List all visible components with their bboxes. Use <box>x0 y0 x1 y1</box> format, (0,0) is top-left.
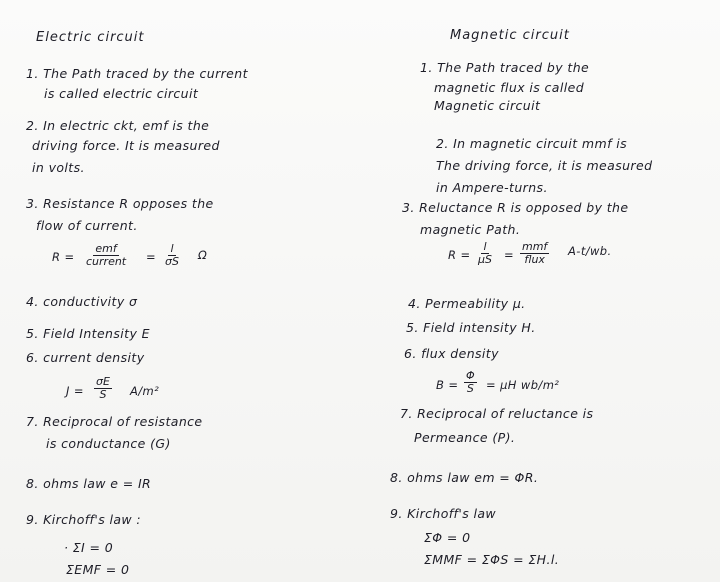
magnetic-item-1-line-3: Magnetic circuit <box>434 98 541 113</box>
reluctance-fraction-mmf-flux <box>520 241 549 266</box>
electric-item-8-ohms-law: 8. ohms law e = IR <box>26 476 152 491</box>
fraction-denominator: S <box>466 382 474 395</box>
magnetic-circuit-heading: Magnetic circuit <box>450 28 570 43</box>
reluctance-formula-equals: = <box>504 248 515 262</box>
magnetic-item-9-kirchoff: 9. Kirchoff's law <box>390 506 497 521</box>
electric-item-3-line-2: flow of current. <box>36 218 138 233</box>
magnetic-item-1-line-1: 1. The Path traced by the <box>420 60 590 75</box>
fraction-numerator: emf <box>95 242 117 255</box>
magnetic-item-8-ohms-law: 8. ohms law em = ΦR. <box>390 470 539 485</box>
ohm-unit: Ω <box>198 248 208 262</box>
kirchoff-current-law: · ΣI = 0 <box>64 540 114 555</box>
electric-item-1-line-1: 1. The Path traced by the current <box>26 66 248 81</box>
flux-density-lhs: B = <box>436 378 459 392</box>
reluctance-formula-lhs: R = <box>448 248 471 262</box>
current-density-fraction <box>94 376 112 401</box>
magnetic-item-1-line-2: magnetic flux is called <box>434 80 585 95</box>
electric-item-7-line-2: is conductance (G) <box>46 436 171 451</box>
electric-item-2-line-3: in volts. <box>32 160 85 175</box>
fraction-numerator: σE <box>96 375 110 388</box>
kirchoff-voltage-law: ΣEMF = 0 <box>66 562 130 577</box>
electric-item-7-line-1: 7. Reciprocal of resistance <box>26 414 203 429</box>
magnetic-item-7-line-2: Permeance (P). <box>414 430 516 445</box>
fraction-numerator: Φ <box>466 369 475 382</box>
electric-item-3-line-1: 3. Resistance R opposes the <box>26 196 214 211</box>
fraction-denominator: σS <box>165 255 179 268</box>
electric-item-6: 6. current density <box>26 350 145 365</box>
fraction-numerator: mmf <box>522 240 548 253</box>
ampere-turn-per-weber-unit: A-t/wb. <box>568 244 612 258</box>
electric-item-4: 4. conductivity σ <box>26 294 138 309</box>
electric-item-1-line-2: is called electric circuit <box>44 86 199 101</box>
magnetic-item-2-line-3: in Ampere-turns. <box>436 180 548 195</box>
magnetic-item-5: 5. Field intensity H. <box>406 320 536 335</box>
resistance-formula-lhs: R = <box>52 250 75 264</box>
electric-item-9-kirchoff: 9. Kirchoff's law : <box>26 512 142 527</box>
resistance-fraction-l-sigma-s <box>163 243 181 268</box>
electric-item-2-line-1: 2. In electric ckt, emf is the <box>26 118 210 133</box>
flux-density-fraction <box>464 370 477 395</box>
kirchoff-mmf-law: ΣMMF = ΣΦS = ΣH.l. <box>424 552 560 567</box>
electric-circuit-heading: Electric circuit <box>36 30 145 45</box>
fraction-denominator: μS <box>478 253 492 266</box>
flux-density-rest: = μH wb/m² <box>486 378 560 392</box>
fraction-denominator: S <box>99 388 107 401</box>
current-density-lhs: J = <box>66 384 84 398</box>
magnetic-item-2-line-1: 2. In magnetic circuit mmf is <box>436 136 628 151</box>
resistance-formula-equals: = <box>146 250 157 264</box>
current-density-unit: A/m² <box>130 384 160 398</box>
fraction-numerator: l <box>483 240 487 253</box>
resistance-fraction-emf-current <box>84 243 128 268</box>
kirchoff-flux-law: ΣΦ = 0 <box>424 530 471 545</box>
fraction-denominator: current <box>86 255 127 268</box>
electric-item-2-line-2: driving force. It is measured <box>32 138 220 153</box>
magnetic-item-4: 4. Permeability μ. <box>408 296 526 311</box>
fraction-denominator: flux <box>524 253 545 266</box>
magnetic-item-7-line-1: 7. Reciprocal of reluctance is <box>400 406 594 421</box>
reluctance-fraction-l-mu-s <box>476 241 494 266</box>
magnetic-item-6: 6. flux density <box>404 346 499 361</box>
magnetic-item-2-line-2: The driving force, it is measured <box>436 158 653 173</box>
magnetic-item-3-line-2: magnetic Path. <box>420 222 521 237</box>
fraction-numerator: l <box>170 242 174 255</box>
electric-item-5: 5. Field Intensity E <box>26 326 150 341</box>
magnetic-item-3-line-1: 3. Reluctance R is opposed by the <box>402 200 629 215</box>
